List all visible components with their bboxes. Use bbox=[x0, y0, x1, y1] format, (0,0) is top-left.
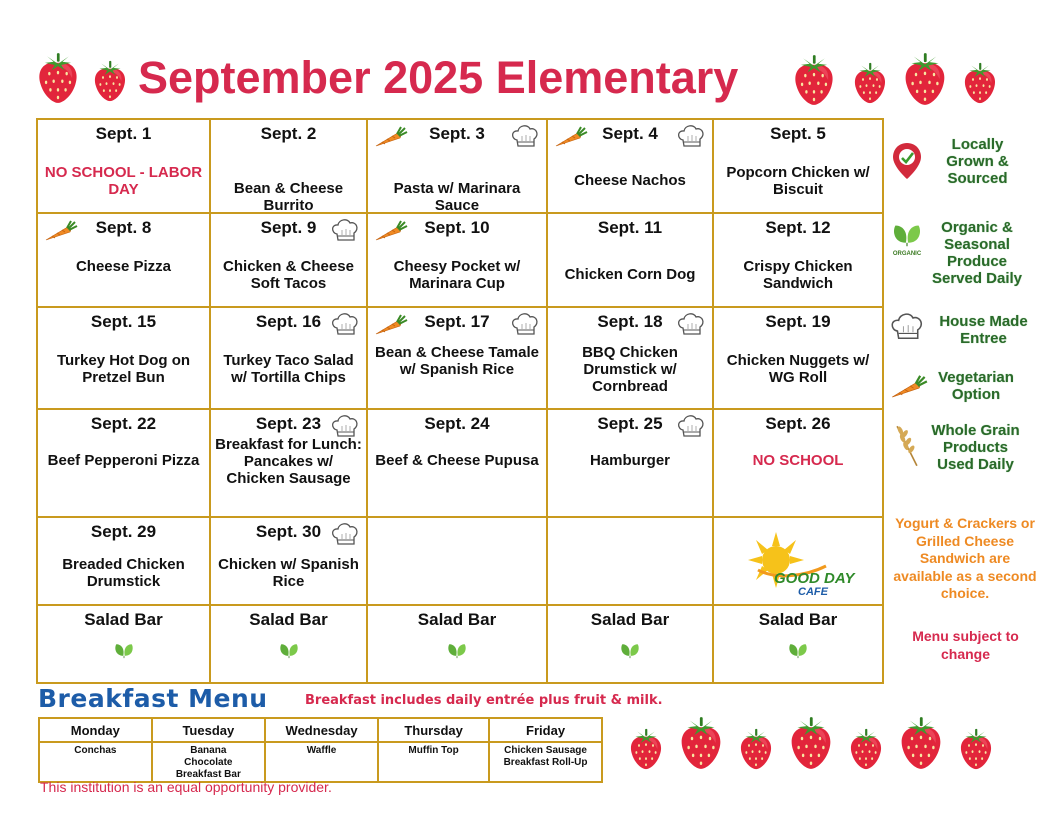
chef-hat-icon bbox=[676, 312, 706, 338]
strawberry-icon bbox=[792, 54, 836, 106]
day-cell bbox=[368, 120, 548, 214]
day-date: Sept. 1 bbox=[95, 124, 152, 143]
day-cell bbox=[368, 410, 548, 518]
equal-opportunity-statement: This institution is an equal opportunity provider. bbox=[40, 779, 332, 795]
salad-bar-cell bbox=[714, 606, 882, 682]
salad-bar-label: Salad Bar bbox=[758, 610, 838, 629]
chef-hat-icon bbox=[330, 312, 360, 338]
day-date: Sept. 9 bbox=[260, 218, 317, 237]
day-cell bbox=[714, 214, 882, 308]
day-cell bbox=[211, 518, 368, 606]
day-cell bbox=[211, 410, 368, 518]
strawberry-icon bbox=[898, 716, 944, 770]
day-meal: NO SCHOOL - LABOR DAY bbox=[44, 164, 203, 198]
legend-whole-grain: Whole Grain Products Used Daily bbox=[931, 422, 1020, 473]
location-pin-icon bbox=[892, 140, 922, 182]
day-cell bbox=[38, 410, 211, 518]
chef-hat-icon bbox=[510, 312, 540, 338]
day-cell bbox=[714, 308, 882, 410]
menu-subject-note: Menu subject to change bbox=[912, 628, 1019, 662]
day-date: Sept. 15 bbox=[90, 312, 157, 331]
strawberry-icon bbox=[738, 728, 774, 770]
breakfast-item: Banana Chocolate Breakfast Bar bbox=[152, 742, 265, 782]
salad-bar-cell bbox=[368, 606, 548, 682]
organic-icon: ORGANIC bbox=[890, 222, 924, 256]
day-date: Sept. 16 bbox=[255, 312, 322, 331]
day-meal: Beef & Cheese Pupusa bbox=[375, 452, 539, 469]
wheat-icon bbox=[890, 424, 924, 468]
breakfast-item: Muffin Top bbox=[378, 742, 489, 782]
organic-icon bbox=[619, 642, 641, 662]
chef-hat-icon bbox=[889, 312, 925, 343]
day-date: Sept. 11 bbox=[597, 218, 663, 237]
day-cell bbox=[548, 518, 714, 606]
salad-bar-label: Salad Bar bbox=[249, 610, 328, 629]
legend-house-made: House Made Entree bbox=[939, 313, 1028, 347]
day-date: Sept. 3 bbox=[429, 124, 485, 143]
organic-icon bbox=[787, 642, 809, 662]
carrot-icon bbox=[374, 220, 408, 242]
day-meal: Chicken & Cheese Soft Tacos bbox=[223, 258, 354, 292]
breakfast-day: Wednesday bbox=[265, 718, 378, 742]
day-cell bbox=[38, 214, 211, 308]
day-date: Sept. 24 bbox=[424, 414, 490, 433]
day-meal: BBQ Chicken Drumstick w/ Cornbread bbox=[582, 344, 678, 395]
day-meal: Bean & Cheese Burrito bbox=[233, 180, 344, 214]
day-meal: Breakfast for Lunch: Pancakes w/ Chicken Sausage bbox=[215, 436, 362, 487]
breakfast-table bbox=[38, 717, 603, 783]
chef-hat-icon bbox=[330, 522, 360, 548]
strawberry-icon bbox=[962, 62, 998, 104]
strawberry-icon bbox=[788, 716, 834, 770]
day-meal: Chicken Nuggets w/ WG Roll bbox=[726, 352, 870, 386]
day-meal: Turkey Taco Salad w/ Tortilla Chips bbox=[223, 352, 354, 386]
breakfast-title: Breakfast Menu bbox=[38, 684, 268, 713]
day-date: Sept. 26 bbox=[765, 414, 831, 433]
day-meal: Cheesy Pocket w/ Marinara Cup bbox=[393, 258, 521, 292]
day-cell bbox=[368, 518, 548, 606]
salad-bar-label: Salad Bar bbox=[590, 610, 670, 629]
day-cell bbox=[368, 308, 548, 410]
day-date: Sept. 30 bbox=[255, 522, 322, 541]
organic-icon bbox=[278, 642, 300, 662]
day-meal: Breaded Chicken Drumstick bbox=[62, 556, 185, 590]
day-date: Sept. 12 bbox=[765, 218, 831, 237]
day-cell bbox=[714, 518, 882, 606]
day-date: Sept. 19 bbox=[765, 312, 831, 331]
day-date: Sept. 29 bbox=[90, 522, 157, 541]
day-date: Sept. 5 bbox=[770, 124, 826, 143]
day-cell bbox=[714, 120, 882, 214]
day-meal: Crispy Chicken Sandwich bbox=[743, 258, 853, 292]
breakfast-day: Friday bbox=[489, 718, 602, 742]
day-cell bbox=[548, 214, 714, 308]
strawberry-icon bbox=[852, 62, 888, 104]
day-meal: Popcorn Chicken w/ Biscuit bbox=[726, 164, 870, 198]
day-date: Sept. 22 bbox=[90, 414, 157, 433]
day-meal: Chicken Corn Dog bbox=[564, 266, 696, 283]
day-cell bbox=[548, 308, 714, 410]
legend-organic: Organic & Seasonal Produce Served Daily bbox=[931, 219, 1023, 287]
chef-hat-icon bbox=[510, 124, 540, 150]
day-date: Sept. 23 bbox=[255, 414, 322, 433]
day-cell bbox=[38, 120, 211, 214]
breakfast-day: Thursday bbox=[378, 718, 489, 742]
day-meal: Cheese Nachos bbox=[574, 172, 686, 189]
salad-bar-label: Salad Bar bbox=[84, 610, 163, 629]
breakfast-note: Breakfast includes daily entrée plus fruit & milk. bbox=[305, 693, 663, 708]
organic-icon bbox=[113, 642, 135, 662]
good-day-cafe-logo bbox=[736, 530, 866, 602]
salad-bar-cell bbox=[38, 606, 211, 682]
strawberry-icon bbox=[902, 52, 948, 106]
day-date: Sept. 17 bbox=[424, 312, 490, 331]
day-date: Sept. 2 bbox=[260, 124, 317, 143]
day-meal: Chicken w/ Spanish Rice bbox=[218, 556, 359, 590]
day-date: Sept. 4 bbox=[602, 124, 658, 143]
day-date: Sept. 10 bbox=[424, 218, 490, 237]
chef-hat-icon bbox=[330, 218, 360, 244]
carrot-icon bbox=[554, 126, 588, 148]
strawberry-icon bbox=[678, 716, 724, 770]
strawberry-icon bbox=[848, 728, 884, 770]
day-date: Sept. 18 bbox=[597, 312, 663, 331]
day-meal: Hamburger bbox=[589, 452, 671, 469]
breakfast-item: Chicken Sausage Breakfast Roll-Up bbox=[489, 742, 602, 782]
page-title: September 2025 Elementary bbox=[138, 52, 739, 103]
strawberry-icon bbox=[36, 52, 80, 104]
day-cell bbox=[368, 214, 548, 308]
salad-bar-cell bbox=[211, 606, 368, 682]
breakfast-item: Conchas bbox=[39, 742, 152, 782]
day-cell bbox=[38, 518, 211, 606]
logo-text: CAFE bbox=[798, 586, 828, 598]
breakfast-day: Monday bbox=[39, 718, 152, 742]
day-cell bbox=[548, 410, 714, 518]
breakfast-item: Waffle bbox=[265, 742, 378, 782]
day-meal: Bean & Cheese Tamale w/ Spanish Rice bbox=[375, 344, 539, 378]
day-cell bbox=[548, 120, 714, 214]
organic-icon bbox=[446, 642, 468, 662]
breakfast-day: Tuesday bbox=[152, 718, 265, 742]
day-meal: Cheese Pizza bbox=[75, 258, 172, 275]
legend-local: Locally Grown & Sourced bbox=[946, 136, 1009, 187]
day-meal: Pasta w/ Marinara Sauce bbox=[393, 180, 521, 214]
salad-bar-label: Salad Bar bbox=[417, 610, 497, 629]
salad-bar-cell bbox=[548, 606, 714, 682]
day-meal: Beef Pepperoni Pizza bbox=[47, 452, 200, 469]
day-meal: Turkey Hot Dog on Pretzel Bun bbox=[56, 352, 191, 386]
logo-text: GOOD DAY bbox=[774, 570, 855, 587]
day-cell bbox=[38, 308, 211, 410]
carrot-icon bbox=[890, 374, 928, 400]
day-date: Sept. 25 bbox=[597, 414, 663, 433]
strawberry-icon bbox=[628, 728, 664, 770]
menu-calendar bbox=[36, 118, 884, 684]
carrot-icon bbox=[374, 314, 408, 336]
day-cell bbox=[211, 120, 368, 214]
day-cell bbox=[211, 214, 368, 308]
day-meal: NO SCHOOL bbox=[752, 452, 844, 469]
chef-hat-icon bbox=[330, 414, 360, 440]
carrot-icon bbox=[44, 220, 78, 242]
strawberry-icon bbox=[92, 60, 128, 102]
strawberry-icon bbox=[958, 728, 994, 770]
day-date: Sept. 8 bbox=[95, 218, 152, 237]
legend-vegetarian: Vegetarian Option bbox=[938, 369, 1014, 403]
chef-hat-icon bbox=[676, 124, 706, 150]
second-choice-note: Yogurt & Crackers or Grilled Cheese Sandwich are available as a second choice. bbox=[893, 515, 1037, 601]
chef-hat-icon bbox=[676, 414, 706, 440]
day-cell bbox=[714, 410, 882, 518]
day-cell bbox=[211, 308, 368, 410]
carrot-icon bbox=[374, 126, 408, 148]
